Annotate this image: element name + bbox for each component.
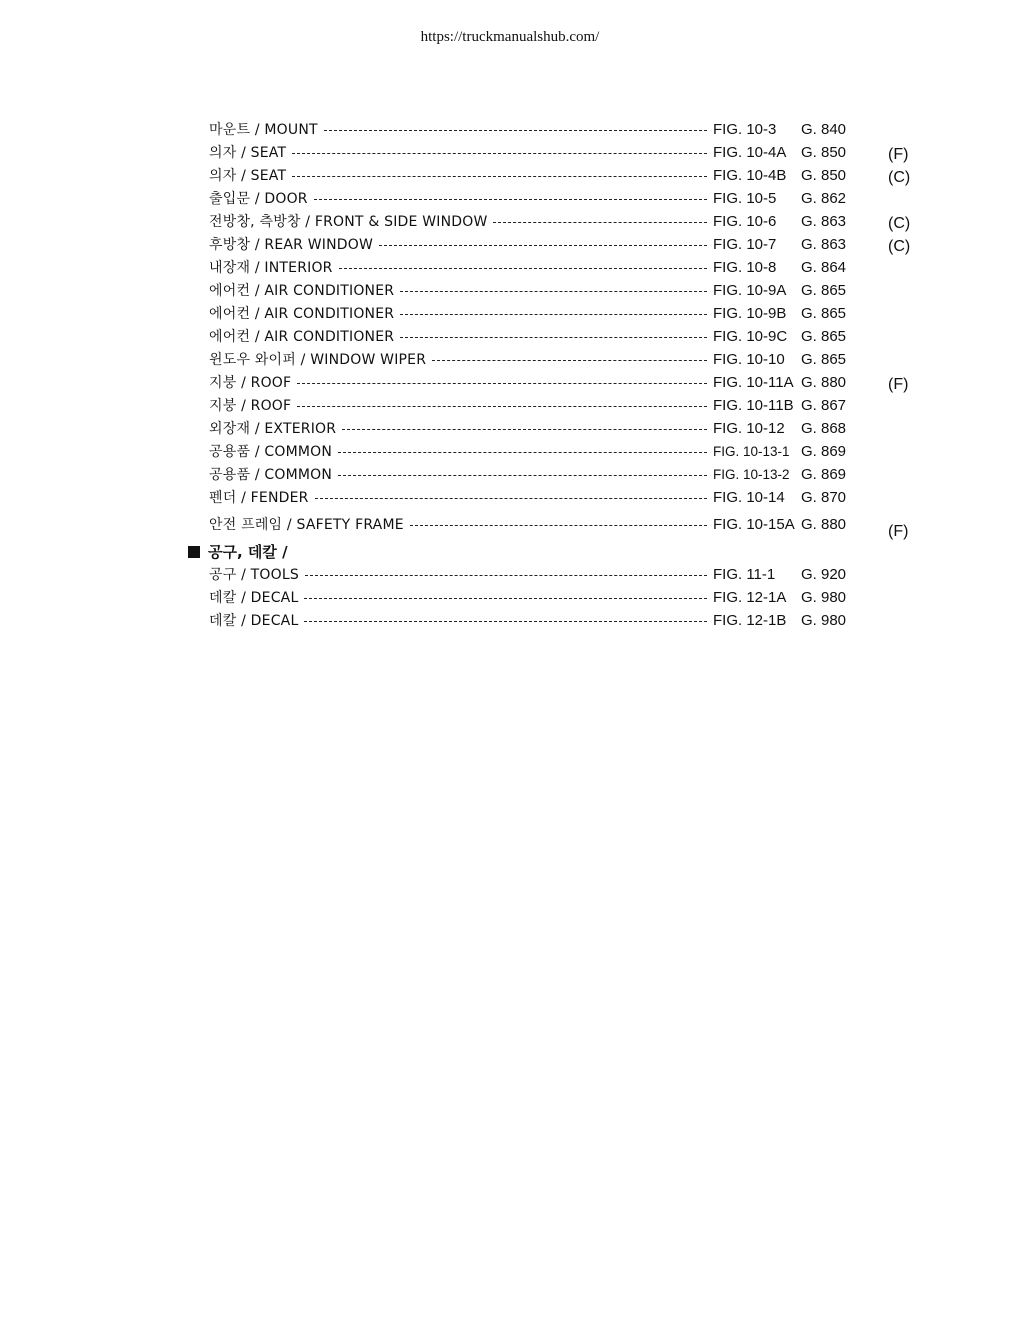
- toc-status-mark: (F): [888, 376, 909, 393]
- section-heading: [188, 542, 288, 562]
- dot-leader: [400, 291, 707, 293]
- dot-leader: [493, 222, 707, 224]
- toc-entry-title: 지붕 / ROOF: [209, 398, 292, 414]
- toc-row[interactable]: [0, 189, 1020, 209]
- toc-row[interactable]: [0, 565, 1020, 585]
- toc-page-ref: G. 850: [801, 167, 847, 184]
- toc-entry-title: 데칼 / DECAL: [209, 613, 299, 629]
- square-bullet-icon: [188, 546, 200, 558]
- toc-status-mark: (F): [888, 146, 909, 163]
- toc-page-ref: G. 920: [801, 566, 847, 583]
- dot-leader: [304, 598, 707, 600]
- toc-row[interactable]: [0, 143, 1020, 163]
- toc-row[interactable]: [0, 488, 1020, 508]
- toc-row[interactable]: [0, 419, 1020, 439]
- toc-row[interactable]: [0, 258, 1020, 278]
- dot-leader: [400, 314, 707, 316]
- toc-page-ref: G. 840: [801, 121, 847, 138]
- toc-entry-title: 데칼 / DECAL: [209, 590, 299, 606]
- dot-leader: [314, 199, 707, 201]
- toc-row[interactable]: [0, 212, 1020, 232]
- toc-entry-title: 의자 / SEAT: [209, 145, 287, 161]
- dot-leader: [324, 130, 707, 132]
- toc-entry-title: 의자 / SEAT: [209, 168, 287, 184]
- toc-fig-ref: FIG. 12-1A: [713, 589, 787, 606]
- toc-entry-title: 안전 프레임 / SAFETY FRAME: [209, 517, 404, 533]
- toc-page-ref: G. 850: [801, 144, 847, 161]
- toc-status-mark: (C): [888, 238, 911, 255]
- dot-leader: [400, 337, 707, 339]
- toc-fig-ref: FIG. 10-15A: [713, 516, 795, 533]
- toc-fig-ref: FIG. 10-6: [713, 213, 777, 230]
- toc-page-ref: G. 869: [801, 443, 847, 460]
- toc-page-ref: G. 870: [801, 489, 847, 506]
- toc-status-mark: (C): [888, 169, 911, 186]
- toc-page-ref: G. 868: [801, 420, 847, 437]
- toc-entry-title: 전방창, 측방창 / FRONT & SIDE WINDOW: [209, 214, 488, 230]
- toc-row[interactable]: [0, 515, 1020, 540]
- toc-page-ref: G. 880: [801, 374, 847, 391]
- dot-leader: [304, 621, 707, 623]
- toc-row[interactable]: [0, 235, 1020, 255]
- toc-entry-title: 후방창 / REAR WINDOW: [209, 237, 374, 253]
- toc-fig-ref: FIG. 10-14: [713, 489, 785, 506]
- dot-leader: [432, 360, 707, 362]
- toc-page-ref: G. 865: [801, 305, 847, 322]
- section-heading-title: 공구, 데칼 /: [208, 543, 288, 561]
- toc-entry-title: 펜더 / FENDER: [209, 490, 309, 506]
- toc-status-mark: (F): [888, 523, 909, 540]
- toc-entry-title: 에어컨 / AIR CONDITIONER: [209, 283, 395, 299]
- toc-fig-ref: FIG. 10-12: [713, 420, 785, 437]
- toc-fig-ref: FIG. 10-4A: [713, 144, 787, 161]
- toc-page-ref: G. 869: [801, 466, 847, 483]
- dot-leader: [315, 498, 707, 500]
- toc-status-mark: (C): [888, 215, 911, 232]
- toc-entry-title: 내장재 / INTERIOR: [209, 260, 333, 276]
- dot-leader: [305, 575, 707, 577]
- toc-fig-ref: FIG. 11-1: [713, 566, 776, 583]
- dot-leader: [342, 429, 707, 431]
- toc-row[interactable]: [0, 120, 1020, 140]
- toc-fig-ref: FIG. 10-9C: [713, 328, 788, 345]
- dot-leader: [338, 475, 707, 477]
- toc-row[interactable]: [0, 327, 1020, 347]
- toc-page-ref: G. 880: [801, 516, 847, 533]
- toc-row[interactable]: [0, 166, 1020, 186]
- toc-entry-title: 지붕 / ROOF: [209, 375, 292, 391]
- dot-leader: [297, 383, 707, 385]
- toc-fig-ref: FIG. 10-10: [713, 351, 785, 368]
- toc-page-ref: G. 864: [801, 259, 847, 276]
- toc-page-ref: G. 865: [801, 328, 847, 345]
- dot-leader: [339, 268, 707, 270]
- toc-fig-ref: FIG. 10-11B: [713, 397, 794, 414]
- toc-entry-title: 외장재 / EXTERIOR: [209, 421, 337, 437]
- toc-fig-ref: FIG. 10-9A: [713, 282, 787, 299]
- toc-fig-ref: FIG. 10-9B: [713, 305, 787, 322]
- toc-entry-title: 공용품 / COMMON: [209, 444, 333, 460]
- toc-row[interactable]: [0, 611, 1020, 631]
- toc-row[interactable]: [0, 350, 1020, 370]
- toc-page-ref: G. 865: [801, 282, 847, 299]
- toc-page-ref: G. 862: [801, 190, 847, 207]
- toc-page-ref: G. 863: [801, 236, 847, 253]
- toc-row[interactable]: [0, 396, 1020, 416]
- dot-leader: [410, 525, 707, 527]
- toc-fig-ref: FIG. 10-11A: [713, 374, 794, 391]
- toc-entry-title: 공용품 / COMMON: [209, 467, 333, 483]
- toc-fig-ref: FIG. 10-3: [713, 121, 777, 138]
- dot-leader: [338, 452, 707, 454]
- toc-fig-ref: FIG. 10-13-2: [713, 467, 790, 482]
- toc-fig-ref: FIG. 10-5: [713, 190, 777, 207]
- toc-page-ref: G. 980: [801, 612, 847, 629]
- toc-fig-ref: FIG. 10-8: [713, 259, 777, 276]
- toc-page-ref: G. 863: [801, 213, 847, 230]
- dot-leader: [379, 245, 707, 247]
- toc-row[interactable]: [0, 465, 1020, 485]
- toc-page-ref: G. 980: [801, 589, 847, 606]
- toc-row[interactable]: [0, 588, 1020, 608]
- toc-page-ref: G. 865: [801, 351, 847, 368]
- toc-row[interactable]: [0, 442, 1020, 462]
- toc-entry-title: 윈도우 와이퍼 / WINDOW WIPER: [209, 352, 427, 368]
- toc-fig-ref: FIG. 10-13-1: [713, 444, 790, 459]
- toc-entry-title: 마운트 / MOUNT: [209, 122, 318, 138]
- toc-entry-title: 에어컨 / AIR CONDITIONER: [209, 306, 395, 322]
- dot-leader: [292, 153, 707, 155]
- toc-fig-ref: FIG. 10-4B: [713, 167, 787, 184]
- dot-leader: [292, 176, 707, 178]
- toc-fig-ref: FIG. 12-1B: [713, 612, 787, 629]
- toc-fig-ref: FIG. 10-7: [713, 236, 777, 253]
- toc-row[interactable]: [0, 281, 1020, 301]
- toc-entry-title: 에어컨 / AIR CONDITIONER: [209, 329, 395, 345]
- dot-leader: [297, 406, 707, 408]
- page-header-url: https://truckmanualshub.com/: [420, 29, 600, 45]
- toc-entry-title: 공구 / TOOLS: [209, 567, 299, 583]
- toc-page-ref: G. 867: [801, 397, 847, 414]
- toc-row[interactable]: [0, 304, 1020, 324]
- toc-entry-title: 출입문 / DOOR: [209, 191, 308, 207]
- toc-row[interactable]: [0, 373, 1020, 393]
